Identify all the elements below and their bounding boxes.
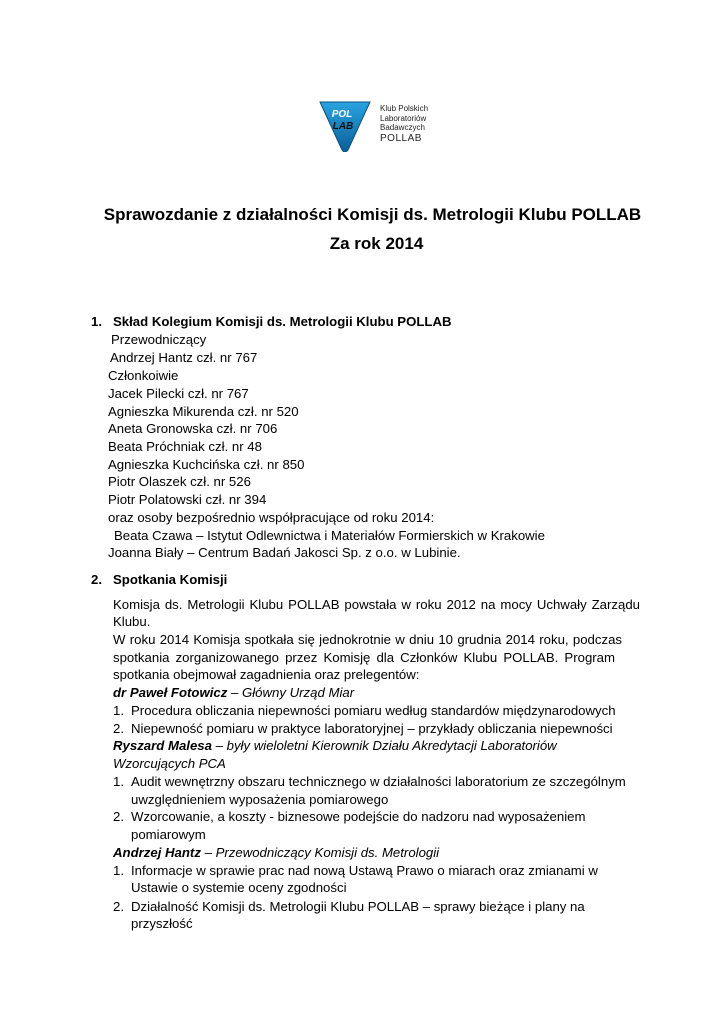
section-1-line: Beata Próchniak czł. nr 48 xyxy=(108,439,262,454)
speaker-role: – Główny Urząd Miar xyxy=(227,685,355,700)
speaker-role: – były wieloletni Kierownik Działu Akredytacji Laboratoriów xyxy=(211,738,557,753)
list-item-number: 2. xyxy=(113,899,124,914)
list-item-number: 1. xyxy=(113,863,124,878)
section-1-line: Joanna Biały – Centrum Badań Jakosci Sp. z o.o. w Lubinie. xyxy=(108,545,461,560)
speaker-role: – Przewodniczący Komisji ds. Metrologii xyxy=(200,845,440,860)
list-item-text: Audit wewnętrzny obszaru technicznego w działalności laboratorium ze szczególnym xyxy=(131,774,626,789)
report-title: Sprawozdanie z działalności Komisji ds. Metrologii Klubu POLLAB xyxy=(103,205,642,224)
list-item-number: 1. xyxy=(113,703,124,718)
logo-mark-text-top: POL xyxy=(331,109,353,120)
list-item-text: Ustawie o systemie oceny zgodności xyxy=(131,880,347,895)
section-1-line: Jacek Pilecki czł. nr 767 xyxy=(108,386,249,401)
section-2-heading: Spotkania Komisji xyxy=(113,572,228,587)
list-item-text: Wzorcowanie, a koszty - biznesowe podejście do nadzoru nad wyposażeniem xyxy=(131,809,586,824)
speaker-name: dr Paweł Fotowicz xyxy=(113,685,228,700)
section-1-line: Członkoiwie xyxy=(108,368,179,383)
list-item-text: Działalność Komisji ds. Metrologii Klubu POLLAB – sprawy bieżące i plany na xyxy=(131,899,585,914)
speaker-role-continued: Wzorcujących PCA xyxy=(113,756,226,771)
section-1-line: Beata Czawa – Istytut Odlewnictwa i Materiałów Formierskich w Krakowie xyxy=(114,528,545,543)
list-item-text: uwzględnieniem wyposażenia pomiarowego xyxy=(131,792,389,807)
pollab-logo xyxy=(318,100,468,152)
section-1-line: Agnieszka Mikurenda czł. nr 520 xyxy=(108,404,299,419)
speaker-3 xyxy=(113,844,439,861)
logo-line-4: POLLAB xyxy=(380,132,422,144)
list-item-number: 2. xyxy=(113,809,124,824)
section-1-number: 1. xyxy=(91,314,102,329)
speaker-name: Ryszard Malesa xyxy=(113,738,212,753)
section-2-paragraph-line: spotkania obejmował zagadnienia oraz prelegentów: xyxy=(113,667,420,682)
section-1-line: oraz osoby bezpośrednio współpracujące od roku 2014: xyxy=(108,510,435,525)
list-item-text: Procedura obliczania niepewności pomiaru według standardów międzynarodowych xyxy=(131,703,616,718)
list-item-number: 1. xyxy=(113,774,124,789)
section-2-paragraph-line: W roku 2014 Komisja spotkała się jednokrotnie w dniu 10 grudnia 2014 roku, podczas xyxy=(113,632,622,647)
section-1-line: Andrzej Hantz czł. nr 767 xyxy=(110,350,258,365)
section-2-paragraph-line: spotkania zorganizowanego przez Komisję dla Członków Klubu POLLAB. Program xyxy=(113,650,615,665)
speaker-name: Andrzej Hantz xyxy=(113,845,201,860)
logo-wordmark xyxy=(380,104,428,145)
list-item-text: przyszłość xyxy=(131,916,193,931)
list-item-text: pomiarowym xyxy=(131,827,206,842)
list-item-text: Niepewność pomiaru w praktyce laboratoryjnej – przykłady obliczania niepewności xyxy=(131,721,613,736)
speaker-2 xyxy=(113,737,557,754)
logo-mark-text-bottom: LAB xyxy=(332,121,354,132)
section-1-line: Piotr Polatowski czł. nr 394 xyxy=(108,492,267,507)
section-1-heading: Skład Kolegium Komisji ds. Metrologii Klubu POLLAB xyxy=(113,314,452,329)
pollab-logo-icon xyxy=(318,100,372,152)
section-2-paragraph-line: Klubu. xyxy=(113,614,151,629)
list-item-number: 2. xyxy=(113,721,124,736)
section-1-line: Przewodniczący xyxy=(111,332,207,347)
logo-line-1: Klub Polskich xyxy=(380,104,429,113)
speaker-1 xyxy=(113,684,354,701)
section-2-paragraph-line: Komisja ds. Metrologii Klubu POLLAB powstała w roku 2012 na mocy Uchwały Zarządu xyxy=(113,597,640,612)
report-year: Za rok 2014 xyxy=(329,234,424,253)
logo-line-2: Laboratoriów xyxy=(380,113,427,123)
section-1-line: Piotr Olaszek czł. nr 526 xyxy=(108,474,251,489)
logo-line-3: Badawczych xyxy=(380,123,425,132)
list-item-text: Informacje w sprawie prac nad nową Ustawą Prawo o miarach oraz zmianami w xyxy=(131,863,598,878)
section-1-line: Agnieszka Kuchcińska czł. nr 850 xyxy=(108,457,305,472)
section-2-number: 2. xyxy=(91,572,102,587)
section-1-line: Aneta Gronowska czł. nr 706 xyxy=(108,421,278,436)
